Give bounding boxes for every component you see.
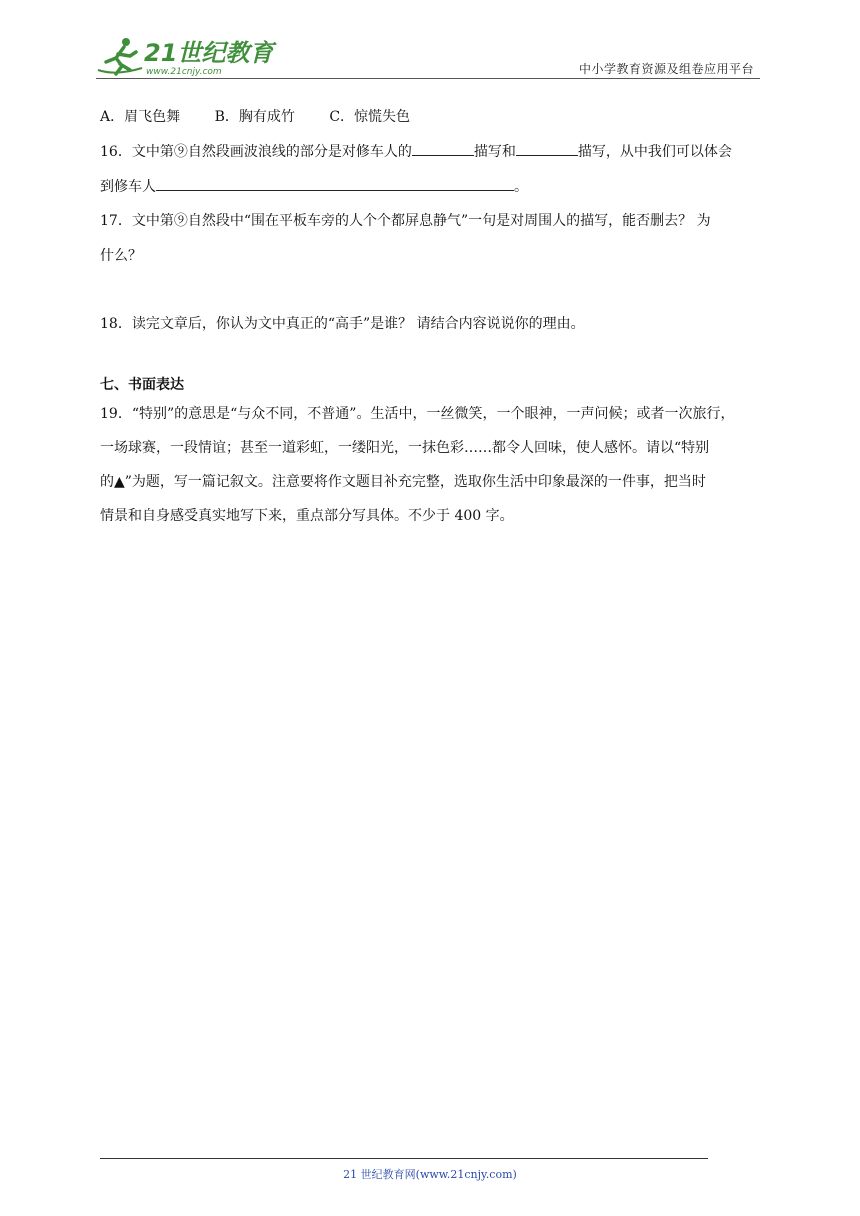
question-19-line-4: 情景和自身感受真实地写下来，重点部分写具体。不少于 400 字。: [100, 508, 514, 524]
q16-blank-3[interactable]: [156, 175, 514, 191]
header-divider: [96, 78, 760, 79]
question-18: 18．读完文章后，你认为文中真正的“高手”是谁？ 请结合内容说说你的理由。: [100, 316, 585, 332]
q16-text-3: 描写，从中我们可以体会: [577, 144, 732, 160]
question-19-line-3: 的▲”为题，写一篇记叙文。注意要将作文题目补充完整，选取你生活中印象最深的一件事，把当时: [100, 474, 706, 490]
question-19-line-1: 19．“特别”的意思是“与众不同，不普通”。生活中，一丝微笑，一个眼神，一声问候；或者一次旅行，: [100, 406, 735, 422]
q16-text-1: 16．文中第⑨自然段画波浪线的部分是对修车人的: [100, 144, 412, 160]
question-17-line-2: 什么？: [100, 248, 142, 264]
header-platform-text: 中小学教育资源及组卷应用平台: [578, 62, 754, 76]
footer-divider: [100, 1158, 708, 1159]
q16-text-2: 描写和: [473, 144, 516, 160]
answer-options: [100, 100, 440, 135]
q16-blank-1[interactable]: [412, 140, 474, 156]
section-7-title: 七、书面表达: [100, 377, 184, 393]
option-c: C．惊慌失色: [329, 109, 411, 125]
logo-text: 21世纪教育: [144, 39, 274, 67]
footer-site-link[interactable]: 21 世纪教育网(www.21cnjy.com): [343, 1168, 517, 1181]
q16-text-5: 。: [514, 179, 528, 195]
question-19-line-2: 一场球赛，一段情谊；甚至一道彩虹，一缕阳光，一抹色彩……都令人回味，使人感怀。请以“特别: [100, 440, 710, 456]
question-16-line-1: [100, 135, 732, 170]
q16-text-4: 到修车人: [100, 179, 156, 195]
option-b: B．胸有成竹: [214, 109, 295, 125]
question-17-line-1: 17．文中第⑨自然段中“围在平板车旁的人个个都屏息静气”一句是对周围人的描写，能否删去？ 为: [100, 213, 711, 229]
runner-icon: [98, 38, 142, 74]
logo: [96, 34, 286, 78]
q16-blank-2[interactable]: [516, 140, 578, 156]
option-a: A．眉飞色舞: [100, 109, 181, 125]
logo-url: www.21cnjy.com: [146, 67, 222, 77]
page-header: [96, 34, 760, 80]
question-16-line-2: [100, 170, 528, 205]
